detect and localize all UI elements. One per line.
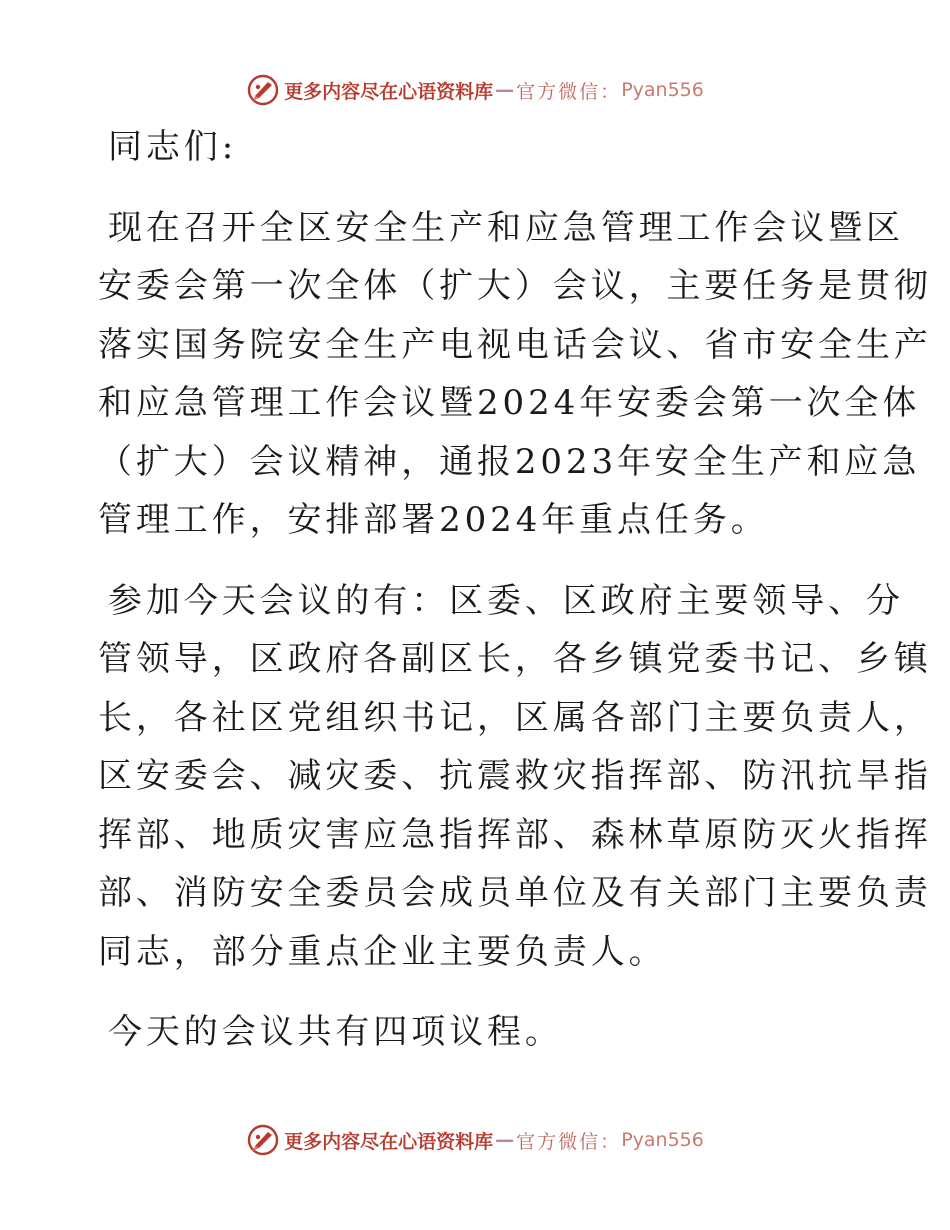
watermark-main-text: 更多内容尽在心语资料库 [284, 80, 494, 103]
text-line: 部、消防安全委员会成员单位及有关部门主要负责 [98, 873, 932, 913]
text-line: 管领导，区政府各副区长，各乡镇党委书记、乡镇 [98, 639, 932, 679]
watermark-banner-top [0, 70, 950, 110]
watermark-banner-bottom [0, 1120, 950, 1160]
watermark-dash: — [495, 79, 515, 101]
text-line: 安委会第一次全体（扩大）会议，主要任务是贯彻 [98, 266, 932, 306]
text-line: 今天的会议共有四项议程。 [108, 1012, 563, 1052]
text-line: 管理工作，安排部署2024年重点任务。 [98, 500, 769, 540]
paragraph [98, 199, 932, 550]
watermark-dash: — [495, 1129, 515, 1151]
watermark-wechat-id: Pyan556 [621, 1129, 704, 1151]
watermark-label: 官方微信： [516, 80, 622, 103]
text-line: 同志，部分重点企业主要负责人。 [98, 931, 667, 972]
watermark-label: 官方微信： [516, 1130, 622, 1153]
paragraph [98, 572, 932, 982]
text-line: 长，各社区党组织书记，区属各部门主要负责人， [98, 697, 932, 738]
text-line: 现在召开全区安全生产和应急管理工作会议暨区 [108, 207, 904, 248]
text-line: 落实国务院安全生产电视电话会议、省市安全生产 [98, 324, 932, 365]
watermark-main-text: 更多内容尽在心语资料库 [284, 1130, 494, 1153]
watermark-wechat-id: Pyan556 [621, 79, 704, 101]
text-line: 参加今天会议的有：区委、区政府主要领导、分 [108, 580, 904, 621]
text-line: 区安委会、减灾委、抗震救灾指挥部、防汛抗旱指 [98, 756, 932, 796]
text-line: （扩大）会议精神，通报2023年安全生产和应急 [98, 441, 921, 482]
logo-icon [246, 1123, 280, 1157]
text-line: 和应急管理工作会议暨2024年安委会第一次全体 [98, 383, 921, 423]
logo-icon [246, 73, 280, 107]
salutation: 同志们: [108, 127, 238, 167]
paragraph [98, 1003, 858, 1062]
document-body [98, 118, 932, 1062]
text-line: 挥部、地质灾害应急指挥部、森林草原防灭火指挥 [98, 814, 932, 855]
